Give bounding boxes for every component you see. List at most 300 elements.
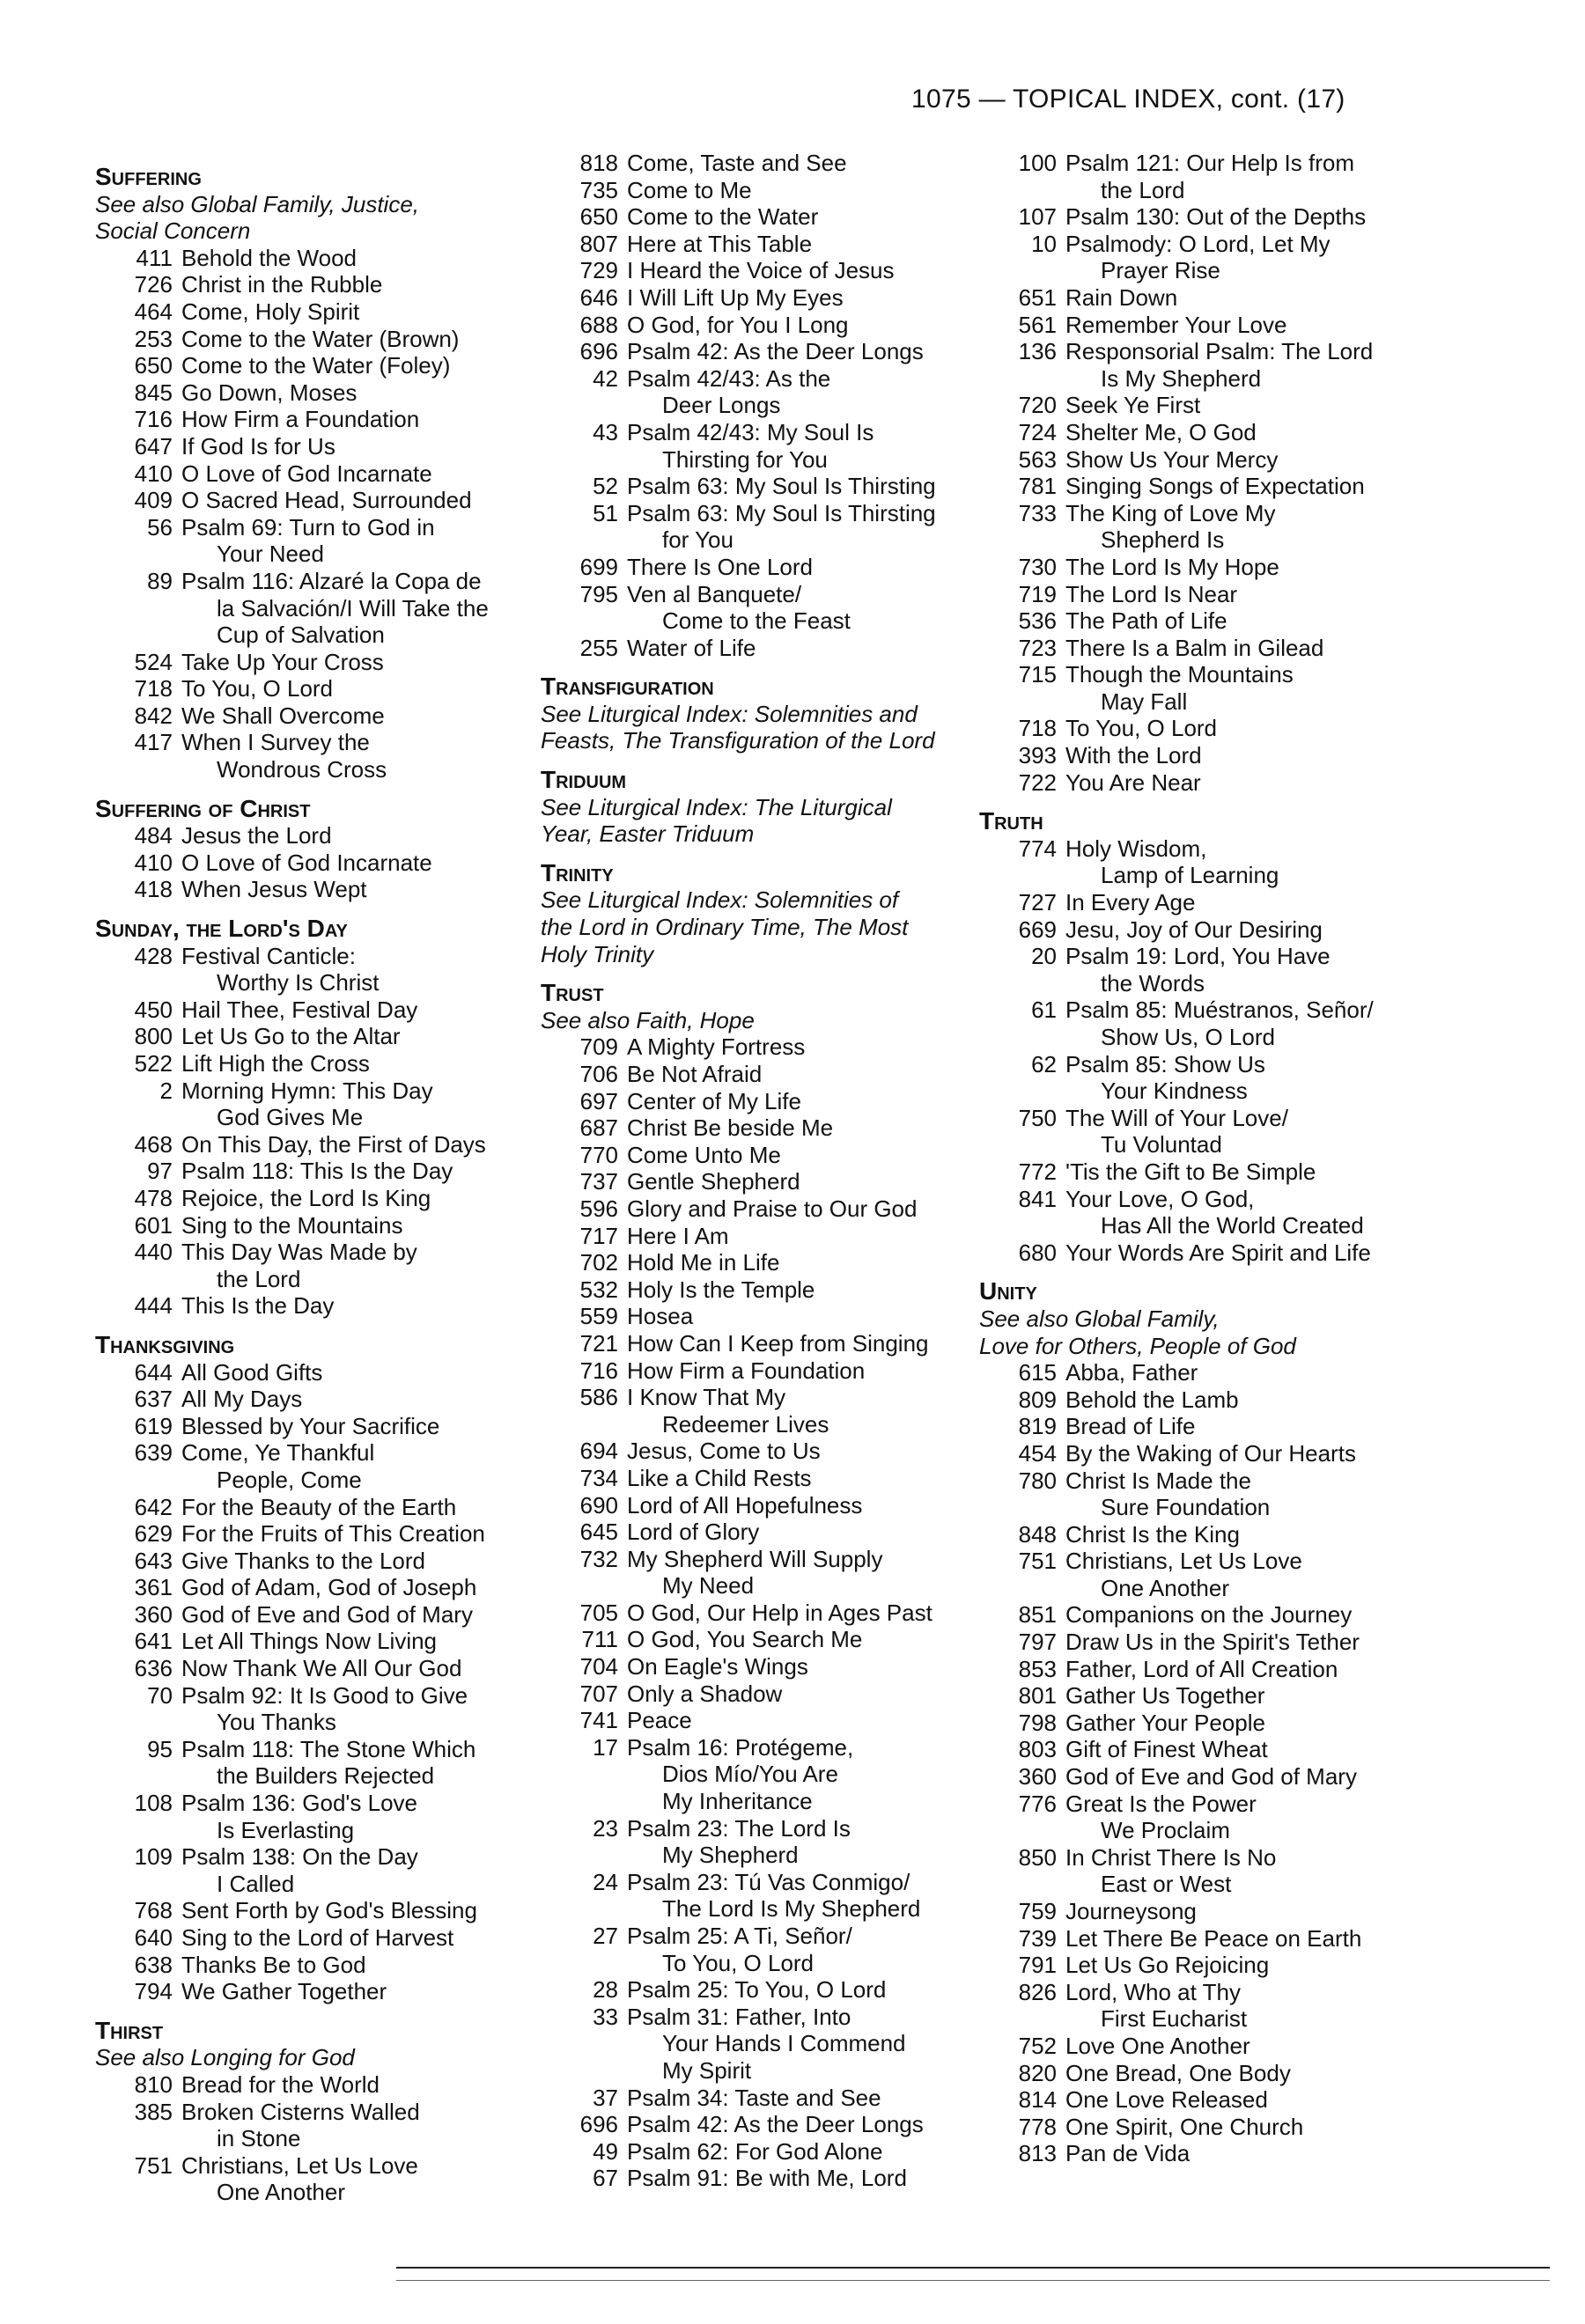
- hymn-number: 727: [1018, 889, 1057, 916]
- section-heading: Trinity: [541, 858, 614, 886]
- index-entry: [95, 822, 535, 849]
- title-line: There Is One Lord: [627, 553, 813, 580]
- footer-rule: [396, 2280, 1550, 2281]
- title-line: Psalm 42: As the Deer Longs: [627, 338, 924, 365]
- hymn-number: 716: [579, 1357, 618, 1384]
- hymn-number: 61: [1031, 997, 1057, 1024]
- title-continuation: Deer Longs: [662, 392, 781, 419]
- hymn-title: [181, 1924, 535, 1952]
- see-also-note: See Liturgical Index: The Liturgical: [541, 793, 892, 820]
- hymn-title: [1065, 1051, 1419, 1105]
- title-continuation: One Another: [217, 2179, 345, 2206]
- index-entry: [95, 298, 535, 326]
- index-entry: [95, 460, 535, 488]
- hymn-title: [627, 1303, 981, 1330]
- hymn-number: 752: [1018, 2032, 1057, 2059]
- index-entry: [95, 1952, 535, 1979]
- hymn-number: 524: [134, 648, 173, 675]
- title-line: Christ Is Made the: [1065, 1467, 1251, 1494]
- see-also-note: the Lord in Ordinary Time, The Most: [541, 914, 909, 941]
- title-line: In Every Age: [1065, 889, 1196, 916]
- title-line: You Are Near: [1065, 769, 1201, 796]
- hymn-number: 704: [579, 1653, 618, 1680]
- title-line: Psalm 63: My Soul Is Thirsting: [627, 473, 936, 500]
- hymn-title: [181, 433, 535, 460]
- index-entry: [541, 312, 981, 339]
- hymn-title: [181, 271, 535, 298]
- hymn-number: 814: [1018, 2086, 1057, 2114]
- index-entry: [95, 1439, 535, 1493]
- title-line: Great Is the Power: [1065, 1790, 1257, 1817]
- title-line: Come, Ye Thankful: [181, 1439, 375, 1467]
- title-line: Bread for the World: [181, 2070, 380, 2098]
- hymn-number: 67: [593, 2165, 618, 2192]
- hymn-title: [627, 2165, 981, 2192]
- title-continuation: I Called: [217, 1870, 295, 1897]
- index-entry: [541, 1357, 981, 1385]
- hymn-number: 800: [134, 1023, 173, 1050]
- hymn-number: 759: [1018, 1898, 1057, 1924]
- title-line: To You, O Lord: [1065, 715, 1218, 742]
- title-line: On This Day, the First of Days: [181, 1130, 486, 1158]
- hymn-title: [627, 1330, 981, 1357]
- title-line: By the Waking of Our Hearts: [1065, 1439, 1356, 1467]
- title-line: Love One Another: [1065, 2032, 1250, 2059]
- hymn-title: [627, 1438, 981, 1465]
- index-entry: [979, 916, 1419, 944]
- title-continuation: Wondrous Cross: [217, 756, 387, 783]
- index-entry: [541, 1142, 981, 1169]
- title-line: Come to the Water (Foley): [181, 352, 451, 379]
- title-line: Psalm 69: Turn to God in: [181, 513, 435, 541]
- hymn-title: [627, 1033, 981, 1061]
- hymn-number: 641: [134, 1628, 173, 1655]
- hymn-title: [1065, 2140, 1419, 2167]
- hymn-number: 56: [147, 513, 173, 541]
- index-entry: [541, 177, 981, 204]
- hymn-title: [181, 1494, 535, 1521]
- index-entry: [95, 1682, 535, 1736]
- hymn-number: 640: [134, 1924, 173, 1951]
- title-continuation: Thirsting for You: [662, 445, 828, 473]
- title-line: A Mighty Fortress: [627, 1033, 806, 1061]
- hymn-title: [181, 1023, 535, 1050]
- index-entry: [95, 849, 535, 877]
- hymn-title: [627, 338, 981, 365]
- hymn-title: [1065, 1413, 1419, 1440]
- hymn-title: [1065, 1736, 1419, 1763]
- index-entry: [541, 1600, 981, 1627]
- hymn-number: 735: [579, 176, 618, 203]
- index-entry: [979, 835, 1419, 889]
- index-entry: [95, 2099, 535, 2152]
- hymn-number: 536: [1018, 607, 1057, 635]
- index-entry: [979, 1413, 1419, 1440]
- title-line: All My Days: [181, 1386, 303, 1413]
- hymn-title: [181, 822, 535, 849]
- index-entry: [979, 607, 1419, 635]
- title-continuation: the Builders Rejected: [217, 1762, 435, 1790]
- title-line: Christ Be beside Me: [627, 1114, 834, 1142]
- title-continuation: My Inheritance: [662, 1788, 813, 1815]
- title-line: Psalm 42/43: My Soul Is: [627, 418, 874, 445]
- hymn-title: [181, 876, 535, 903]
- index-entry: [979, 997, 1419, 1050]
- hymn-title: [181, 1952, 535, 1979]
- title-continuation: The Lord Is My Shepherd: [662, 1895, 921, 1923]
- hymn-number: 37: [593, 2084, 618, 2111]
- hymn-number: 751: [134, 2151, 173, 2179]
- hymn-number: 108: [134, 1790, 173, 1817]
- title-line: Psalm 118: The Stone Which: [181, 1735, 476, 1762]
- hymn-number: 750: [1018, 1104, 1057, 1131]
- title-line: O God, Our Help in Ages Past: [627, 1599, 933, 1626]
- hymn-number: 705: [579, 1599, 618, 1626]
- title-line: Festival Canticle:: [181, 942, 356, 969]
- index-entry: [541, 365, 981, 419]
- index-entry: [95, 1359, 535, 1386]
- title-line: The Lord Is Near: [1065, 580, 1238, 607]
- hymn-title: [1065, 1601, 1419, 1629]
- hymn-title: [181, 406, 535, 433]
- title-line: Only a Shadow: [627, 1680, 783, 1707]
- hymn-number: 772: [1018, 1158, 1057, 1185]
- index-entry: [95, 1843, 535, 1897]
- index-entry: [541, 2165, 981, 2192]
- hymn-title: [181, 1131, 535, 1158]
- hymn-number: 450: [134, 996, 173, 1023]
- see-also-note: See also Faith, Hope: [541, 1006, 755, 1033]
- hymn-number: 774: [1018, 835, 1057, 862]
- title-line: Christ in the Rubble: [181, 271, 383, 298]
- hymn-title: [1065, 661, 1419, 715]
- title-line: If God Is for Us: [181, 432, 335, 460]
- section-heading: Suffering of Christ: [95, 794, 311, 822]
- index-entry: [979, 943, 1419, 997]
- title-line: Rain Down: [1065, 283, 1178, 311]
- title-continuation: the Lord: [1101, 176, 1185, 203]
- title-line: Seek Ye First: [1065, 392, 1201, 419]
- title-line: Ven al Banquete/: [627, 580, 802, 607]
- hymn-number: 253: [134, 325, 173, 352]
- see-also-note: Social Concern: [95, 217, 251, 245]
- title-line: Peace: [627, 1707, 692, 1734]
- index-entry: [541, 2004, 981, 2085]
- index-entry: [541, 338, 981, 365]
- title-line: I Will Lift Up My Eyes: [627, 283, 844, 311]
- index-entry: [979, 473, 1419, 500]
- hymn-title: [627, 1653, 981, 1680]
- index-entry: [541, 231, 981, 258]
- hymn-number: 10: [1031, 230, 1057, 257]
- index-entry: [95, 1292, 535, 1320]
- hymn-number: 741: [579, 1707, 618, 1734]
- see-also-note: See also Longing for God: [95, 2044, 355, 2071]
- hymn-number: 719: [1018, 580, 1057, 607]
- hymn-title: [1065, 554, 1419, 581]
- title-line: We Shall Overcome: [181, 702, 385, 729]
- hymn-number: 650: [579, 203, 618, 231]
- title-line: Remember Your Love: [1065, 311, 1287, 338]
- title-line: Jesu, Joy of Our Desiring: [1065, 916, 1323, 943]
- title-line: Glory and Praise to Our God: [627, 1195, 918, 1222]
- index-entry: [979, 554, 1419, 581]
- title-line: Hosea: [627, 1303, 694, 1330]
- title-line: Rejoice, the Lord Is King: [181, 1184, 431, 1211]
- hymn-number: 410: [134, 460, 173, 487]
- index-entry: [541, 1303, 981, 1330]
- index-entry: [95, 997, 535, 1024]
- hymn-title: [181, 1520, 535, 1548]
- hymn-number: 768: [134, 1897, 173, 1924]
- hymn-title: [627, 2111, 981, 2138]
- title-line: Holy Is the Temple: [627, 1276, 815, 1303]
- title-continuation: May Fall: [1101, 688, 1188, 715]
- hymn-number: 444: [134, 1292, 173, 1320]
- index-entry: [541, 554, 981, 581]
- hymn-title: [1065, 1629, 1419, 1656]
- title-line: Jesus the Lord: [181, 822, 332, 849]
- index-entry: [541, 581, 981, 635]
- hymn-title: [1065, 419, 1419, 446]
- title-line: God of Eve and God of Mary: [1065, 1763, 1357, 1791]
- hymn-title: [1065, 1158, 1419, 1186]
- hymn-title: [1065, 2060, 1419, 2087]
- section-heading: Suffering: [95, 163, 202, 190]
- hymn-number: 718: [1018, 715, 1057, 742]
- index-entry: [95, 433, 535, 460]
- hymn-number: 726: [134, 271, 173, 298]
- hymn-title: [627, 1546, 981, 1600]
- hymn-number: 615: [1018, 1359, 1057, 1386]
- index-entry: [541, 2085, 981, 2112]
- title-continuation: Your Kindness: [1101, 1077, 1248, 1105]
- hymn-number: 707: [579, 1680, 618, 1707]
- hymn-number: 688: [579, 311, 618, 338]
- index-entry: [541, 284, 981, 312]
- index-entry: [541, 2138, 981, 2166]
- index-entry: [541, 1465, 981, 1492]
- index-entry: [979, 742, 1419, 769]
- title-line: Gift of Finest Wheat: [1065, 1736, 1268, 1763]
- title-continuation: Lamp of Learning: [1101, 862, 1279, 889]
- hymn-number: 718: [134, 675, 173, 702]
- title-line: The King of Love My: [1065, 499, 1276, 526]
- hymn-number: 717: [579, 1222, 618, 1249]
- hymn-number: 601: [134, 1211, 173, 1239]
- hymn-number: 739: [1018, 1924, 1057, 1952]
- title-continuation: You Thanks: [217, 1709, 336, 1736]
- index-entry: [541, 1249, 981, 1276]
- hymn-title: [627, 2138, 981, 2166]
- hymn-title: [1065, 2086, 1419, 2114]
- hymn-number: 730: [1018, 553, 1057, 580]
- hymn-title: [181, 1292, 535, 1320]
- title-line: Psalm 34: Taste and See: [627, 2084, 881, 2111]
- hymn-title: [1065, 1239, 1419, 1267]
- hymn-number: 776: [1018, 1790, 1057, 1817]
- hymn-title: [181, 849, 535, 877]
- title-line: Psalm 42: As the Deer Longs: [627, 2111, 924, 2138]
- hymn-number: 49: [593, 2137, 618, 2165]
- title-continuation: My Spirit: [662, 2056, 752, 2084]
- title-continuation: Has All the World Created: [1101, 1212, 1364, 1239]
- title-line: Sing to the Lord of Harvest: [181, 1924, 454, 1951]
- title-line: Show Us Your Mercy: [1065, 445, 1279, 473]
- hymn-number: 646: [579, 283, 618, 311]
- hymn-number: 709: [579, 1033, 618, 1061]
- title-continuation: Show Us, O Lord: [1101, 1024, 1275, 1050]
- hymn-title: [181, 1843, 535, 1897]
- hymn-title: [1065, 1521, 1419, 1548]
- index-entry: [541, 473, 981, 500]
- hymn-number: 650: [134, 352, 173, 379]
- hymn-title: [181, 1736, 535, 1790]
- hymn-number: 643: [134, 1547, 173, 1574]
- title-line: Bread of Life: [1065, 1413, 1196, 1440]
- hymn-title: [181, 326, 535, 353]
- title-line: Psalm 91: Be with Me, Lord: [627, 2165, 907, 2192]
- title-line: To You, O Lord: [181, 675, 334, 702]
- hymn-number: 52: [593, 473, 618, 500]
- index-entry: [541, 1492, 981, 1519]
- hymn-number: 850: [1018, 1843, 1057, 1871]
- title-line: God of Adam, God of Joseph: [181, 1574, 477, 1601]
- title-line: How Firm a Foundation: [627, 1357, 866, 1384]
- index-entry: [979, 1467, 1419, 1521]
- hymn-number: 781: [1018, 473, 1057, 500]
- hymn-title: [1065, 446, 1419, 474]
- index-entry: [541, 1195, 981, 1223]
- hymn-title: [627, 203, 981, 231]
- title-line: Psalm 138: On the Day: [181, 1843, 418, 1871]
- hymn-number: 107: [1018, 203, 1057, 231]
- title-line: Behold the Lamb: [1065, 1386, 1239, 1413]
- hymn-title: [1065, 1548, 1419, 1601]
- index-entry: [979, 419, 1419, 446]
- hymn-number: 360: [134, 1600, 173, 1628]
- title-continuation: the Words: [1101, 969, 1205, 997]
- hymn-number: 636: [134, 1655, 173, 1682]
- hymn-title: [627, 1249, 981, 1276]
- title-line: Psalm 85: Show Us: [1065, 1050, 1265, 1077]
- hymn-title: [181, 1239, 535, 1292]
- hymn-title: [181, 379, 535, 407]
- title-continuation: Dios Mío/You Are: [662, 1761, 838, 1788]
- index-entry: [979, 1158, 1419, 1186]
- title-line: With the Lord: [1065, 742, 1202, 769]
- index-entry: [979, 1710, 1419, 1737]
- hymn-title: [181, 1897, 535, 1924]
- hymn-title: [1065, 500, 1419, 554]
- page-header: 1075 — TOPICAL INDEX, cont. (17): [911, 85, 1345, 114]
- hymn-title: [1065, 1763, 1419, 1791]
- index-column-3: [979, 150, 1419, 2167]
- index-entry: [95, 649, 535, 676]
- hymn-number: 645: [579, 1519, 618, 1546]
- index-entry: [95, 1050, 535, 1077]
- hymn-number: 696: [579, 2111, 618, 2138]
- title-line: Come, Taste and See: [627, 150, 847, 176]
- section-heading: Transfiguration: [541, 673, 714, 701]
- hymn-title: [1065, 1925, 1419, 1953]
- index-entry: [979, 231, 1419, 284]
- index-entry: [979, 446, 1419, 474]
- see-also-note: Love for Others, People of God: [979, 1332, 1296, 1359]
- hymn-title: [627, 500, 981, 554]
- index-entry: [979, 150, 1419, 203]
- hymn-number: 807: [579, 230, 618, 257]
- hymn-number: 715: [1018, 661, 1057, 688]
- index-entry: [95, 406, 535, 433]
- hymn-title: [181, 352, 535, 379]
- index-entry: [979, 581, 1419, 608]
- index-entry: [95, 1924, 535, 1952]
- hymn-number: 638: [134, 1951, 173, 1978]
- hymn-number: 711: [581, 1626, 618, 1653]
- hymn-title: [627, 1114, 981, 1142]
- hymn-title: [1065, 1467, 1419, 1521]
- index-entry: [979, 2033, 1419, 2060]
- hymn-title: [181, 1682, 535, 1736]
- hymn-title: [181, 2099, 535, 2152]
- hymn-title: [627, 231, 981, 258]
- hymn-title: [181, 460, 535, 488]
- title-line: There Is a Balm in Gilead: [1065, 634, 1324, 661]
- hymn-number: 845: [134, 379, 173, 406]
- index-entry: [979, 1239, 1419, 1267]
- hymn-title: [181, 1185, 535, 1212]
- title-line: 'Tis the Gift to Be Simple: [1065, 1158, 1316, 1185]
- index-entry: [541, 203, 981, 231]
- hymn-title: [1065, 1359, 1419, 1386]
- hymn-title: [627, 1168, 981, 1195]
- hymn-number: 687: [579, 1114, 618, 1142]
- hymn-number: 651: [1018, 283, 1057, 311]
- index-entry: [541, 1033, 981, 1061]
- hymn-title: [181, 1212, 535, 1239]
- hymn-number: 801: [1018, 1682, 1057, 1710]
- title-line: O Love of God Incarnate: [181, 849, 432, 876]
- hymn-number: 722: [1018, 769, 1057, 796]
- hymn-number: 826: [1018, 1978, 1057, 2005]
- index-entry: [95, 675, 535, 702]
- index-entry: [95, 1548, 535, 1575]
- hymn-number: 729: [579, 257, 618, 284]
- title-line: Your Love, O God,: [1065, 1185, 1255, 1212]
- hymn-title: [1065, 392, 1419, 419]
- hymn-title: [181, 2071, 535, 2099]
- title-line: Lift High the Cross: [181, 1050, 370, 1077]
- hymn-number: 819: [1018, 1413, 1057, 1440]
- hymn-title: [627, 581, 981, 635]
- hymn-number: 559: [579, 1303, 618, 1330]
- hymn-number: 2: [159, 1077, 173, 1104]
- index-entry: [95, 702, 535, 730]
- hymn-title: [627, 1088, 981, 1115]
- hymn-title: [181, 702, 535, 730]
- hymn-title: [1065, 312, 1419, 339]
- title-line: Jesus, Come to Us: [627, 1438, 821, 1465]
- title-continuation: People, Come: [217, 1466, 362, 1493]
- hymn-number: 27: [593, 1923, 618, 1949]
- hymn-title: [627, 1142, 981, 1169]
- hymn-number: 706: [579, 1061, 618, 1087]
- hymn-number: 440: [134, 1239, 173, 1266]
- hymn-number: 639: [134, 1439, 173, 1467]
- index-entry: [95, 1978, 535, 2005]
- title-continuation: Sure Foundation: [1101, 1494, 1271, 1521]
